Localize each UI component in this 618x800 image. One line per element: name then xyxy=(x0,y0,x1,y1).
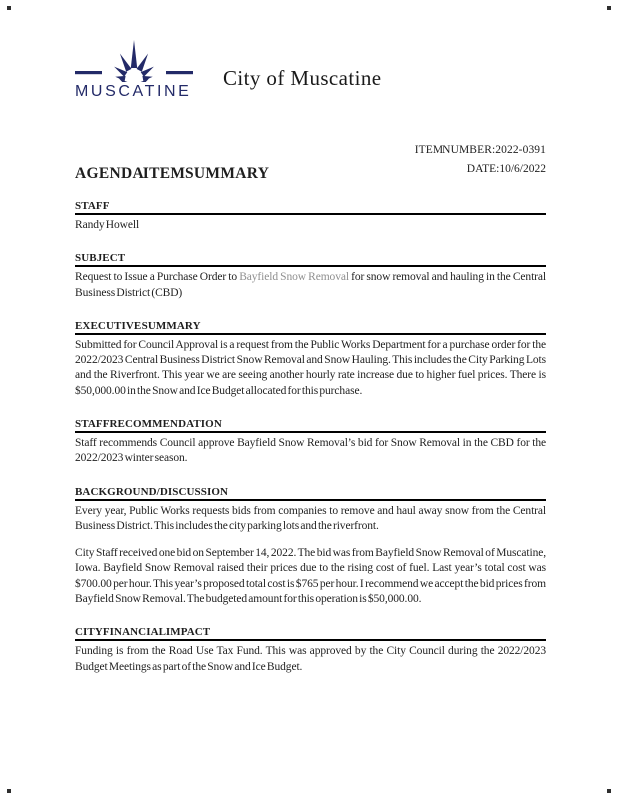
document-title: AGENDA ITEM SUMMARY xyxy=(75,165,270,182)
section-heading: STAFF RECOMMENDATION xyxy=(75,418,546,433)
subject-post: for snow removal and hauling in the Central Business District (CBD) xyxy=(75,271,547,299)
date-value: 10/6/2022 xyxy=(499,163,546,175)
item-number-value: 2022-0391 xyxy=(495,144,546,156)
section-heading: SUBJECT xyxy=(75,252,546,267)
subject-text xyxy=(75,270,546,301)
section-staff-recommendation xyxy=(75,418,546,467)
section-heading: CITY FINANCIAL IMPACT xyxy=(75,626,546,641)
scan-corner-mark xyxy=(7,789,11,793)
title-row xyxy=(75,165,546,183)
executive-summary-text: Submitted for Council Approval is a request from the Public Works Department for a purchase order for the 2022/2023 Central Business District Snow Removal and Snow Hauling. This includes the City Parking Lots and the Riverfront. This year we are seeing another hourly rate increase due to higher fuel prices. There is $50,000.00 in the Snow and Ice Budget allocated for this purchase. xyxy=(75,338,546,397)
subject-pre: Request to Issue a Purchase Order to xyxy=(75,271,240,284)
background-paragraph-2: City Staff received one bid on September 14, 2022. The bid was from Bayfield Snow Removal of Muscatine, Iowa. Bayfield Snow Removal raised their prices due to the rising cost of fuel. Last year’s total cost was $700.00 per hour. This year’s proposed total cost is $765 per hour. I recommend we accept the bid prices from Bayfield Snow Removal. The budgeted amount for this operation is $50,000.00. xyxy=(75,547,546,605)
section-executive-summary xyxy=(75,320,546,399)
section-staff xyxy=(75,200,546,233)
section-heading: EXECUTIVE SUMMARY xyxy=(75,320,546,335)
vendor-name: Bayfield Snow Removal xyxy=(239,271,349,284)
logo-wordmark: MUSCATINE xyxy=(75,83,192,100)
staff-recommendation-text: Staff recommends Council approve Bayfield Snow Removal’s bid for Snow Removal in the CBD for the 2022/2023 winter season. xyxy=(75,436,546,465)
scan-corner-mark xyxy=(607,6,611,10)
scan-corner-mark xyxy=(607,789,611,793)
sunburst-logo-icon xyxy=(75,40,193,82)
item-number-line xyxy=(75,144,546,156)
city-title: City of Muscatine xyxy=(223,66,382,90)
section-city-financial-impact xyxy=(75,626,546,675)
staff-name: Randy Howell xyxy=(75,219,140,231)
date-label: DATE: xyxy=(466,163,500,175)
financial-impact-text: Funding is from the Road Use Tax Fund. This was approved by the City Council during the 2022/2023 Budget Meetings as part of the Snow and Ice Budget. xyxy=(75,645,546,673)
section-subject xyxy=(75,252,546,301)
muscatine-logo xyxy=(75,40,193,101)
section-heading: STAFF xyxy=(75,200,546,215)
background-paragraph-1: Every year, Public Works requests bids from companies to remove and haul away snow from the Central Business District. This includes the city parking lots and the riverfront. xyxy=(75,504,546,532)
document-page xyxy=(75,40,546,675)
item-number-label: ITEM NUMBER: xyxy=(414,144,496,156)
section-background-discussion xyxy=(75,486,546,608)
section-heading: BACKGROUND/DISCUSSION xyxy=(75,486,546,501)
scan-corner-mark xyxy=(7,6,11,10)
document-header xyxy=(75,40,546,132)
date-line xyxy=(467,163,546,175)
